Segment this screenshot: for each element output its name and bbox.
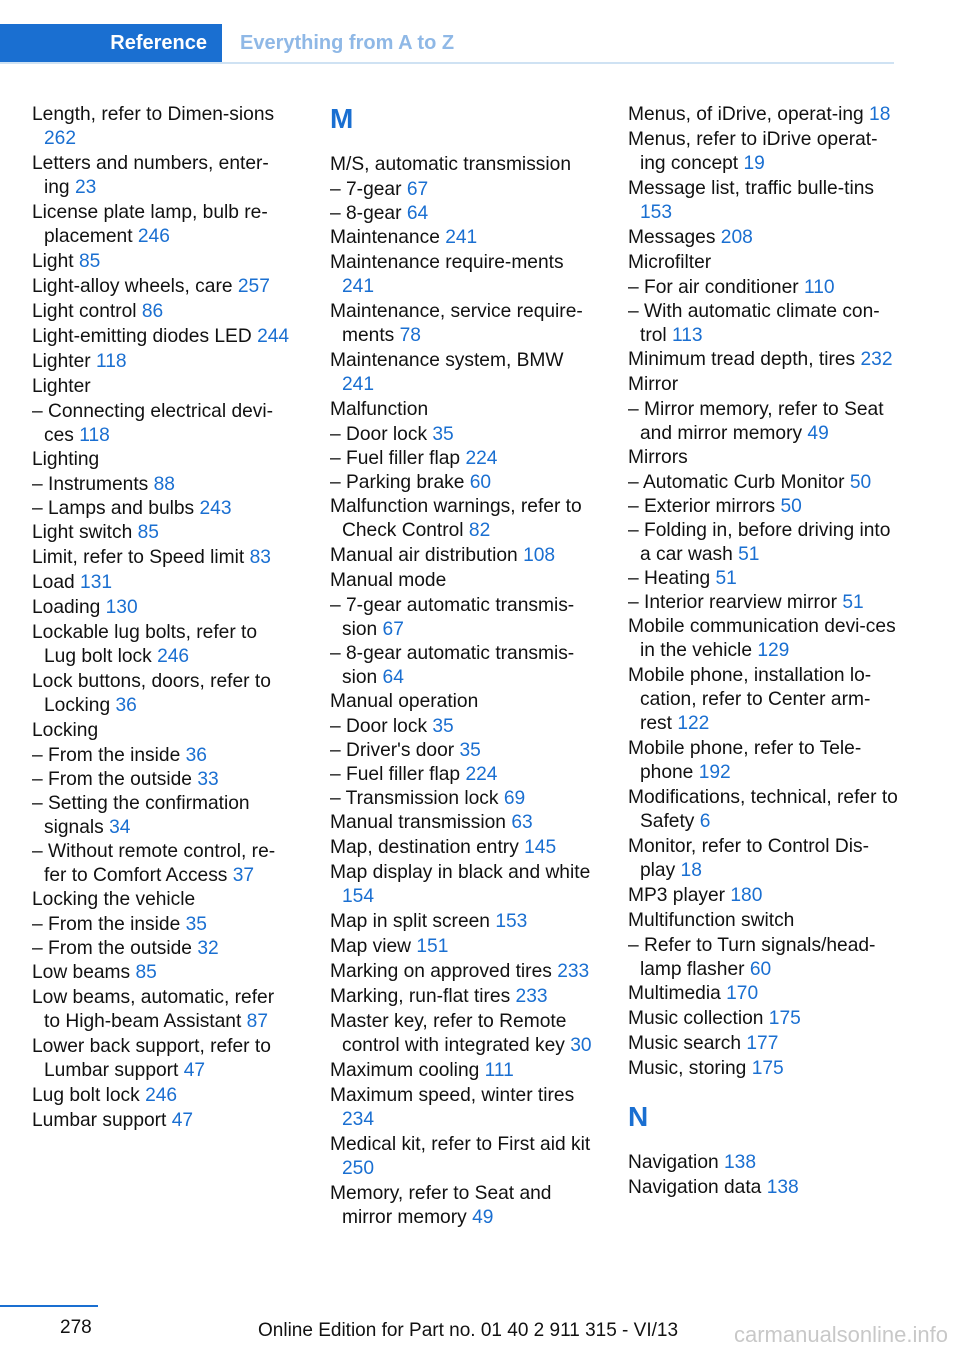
page-reference-link[interactable]: 208 [720,227,753,248]
index-entry [32,275,294,299]
index-entry-text: Mobile communication devi‐ces in the vehicle [628,616,896,661]
index-entry [32,719,294,743]
index-entry-text: Mirrors [628,447,688,468]
page-reference-link[interactable]: 246 [137,226,170,247]
page-reference-link[interactable]: 145 [524,837,557,858]
index-entry [330,569,600,593]
page-reference-link[interactable]: 23 [74,177,97,198]
index-entry-text: Music, storing [628,1058,747,1079]
index-subentry [628,519,900,567]
index-entry-text: Navigation [628,1152,719,1173]
index-entry [628,348,900,372]
index-letter-heading: N [628,1101,649,1132]
index-entry [628,373,900,397]
index-subentry [628,567,900,591]
index-entry-text: Modifications, technical, refer to Safety [628,787,898,832]
index-entry-text: Lumbar support [32,1110,167,1131]
index-entry-text: – 7-gear automatic transmis‐sion [330,595,575,640]
watermark: carmanualsonline.info [733,1322,948,1347]
index-entry-text: Locking [32,720,99,741]
index-entry [330,349,600,397]
index-entry [628,103,900,127]
page-reference-link[interactable]: 85 [78,251,101,272]
index-entry [32,1109,294,1133]
index-entry-text: Length, refer to Dimen‐sions [32,104,275,125]
index-entry-text: Mobile phone, installation lo‐cation, refer to Center arm‐rest [628,665,872,734]
index-column-3 [628,103,900,1201]
index-entry-text: Lighter [32,351,91,372]
index-entry [32,103,294,151]
index-column-2 [330,103,600,1231]
index-entry [628,786,900,834]
index-entry-text: Microfilter [628,252,712,273]
index-entry-text: Limit, refer to Speed limit [32,547,245,568]
index-entry-text: Light control [32,301,137,322]
index-entry-text: Lower back support, refer to Lumbar support [32,1036,271,1081]
index-subentry [32,768,294,792]
index-entry [628,982,900,1006]
index-entry-text: Malfunction warnings, refer to Check Control [330,496,582,541]
index-entry-text: – With automatic climate con‐trol [628,301,880,346]
index-entry-text: Loading [32,597,101,618]
index-entry [32,596,294,620]
index-entry-text: Map display in black and white [330,862,591,883]
index-entry-text: – Interior rearview mirror [628,592,837,613]
tab-reference[interactable]: Reference [0,24,222,62]
page-reference-link[interactable]: 34 [109,817,131,838]
page-reference-link[interactable]: 180 [730,885,763,906]
page-reference-link[interactable]: 64 [382,667,404,688]
index-entry [32,986,294,1034]
page-reference-link[interactable]: 85 [137,522,159,543]
index-entry-text: Mirror [628,374,679,395]
page-reference-link[interactable]: 78 [399,325,421,346]
index-entry-text: – Parking brake [330,472,465,493]
index-entry-text: Multifunction switch [628,910,795,931]
index-entry-text: Music collection [628,1008,764,1029]
page-reference-link[interactable]: 36 [185,745,207,766]
index-entry-text: Light switch [32,522,133,543]
index-entry [32,621,294,669]
index-entry [628,226,900,250]
index-entry [330,985,600,1009]
edition-footer: Online Edition for Part no. 01 40 2 911 315 - VI/13 [258,1320,679,1341]
index-entry-text: Low beams [32,962,131,983]
page-reference-link[interactable]: 110 [803,277,835,298]
page-reference-link[interactable]: 131 [80,572,113,593]
index-entry [330,226,600,250]
index-entry [628,835,900,883]
page-reference-link[interactable]: 232 [860,349,893,370]
index-entry [330,935,600,959]
index-entry-text: Lockable lug bolts, refer to Lug bolt lock [32,622,258,667]
page-reference-link[interactable]: 82 [468,520,491,541]
page-reference-link[interactable]: 88 [153,474,175,495]
page-reference-link[interactable]: 170 [726,983,759,1004]
index-entry [330,910,600,934]
index-subentry [330,763,600,787]
index-entry-text: – Without remote control, re‐fer to Comfort Access [32,841,276,886]
index-entry-text: Marking, run-flat tires [330,986,511,1007]
index-subentry [32,937,294,961]
index-entry-text: Maintenance require‐ments [330,252,564,273]
page-number: 278 [60,1317,92,1338]
index-entry-text: Map, destination entry [330,837,519,858]
page-reference-link[interactable]: 153 [495,911,528,932]
page-reference-link[interactable]: 151 [416,936,449,957]
index-entry-text: Locking the vehicle [32,889,196,910]
index-entry-text: Manual operation [330,691,479,712]
index-entry [330,690,600,714]
index-entry [32,571,294,595]
page-reference-link[interactable]: 69 [503,788,526,809]
page-reference-link[interactable]: 47 [183,1060,206,1081]
page-reference-link[interactable]: 241 [445,227,478,248]
page-reference-link[interactable]: 257 [237,276,270,297]
index-entry [32,350,294,374]
index-subentry [32,497,294,521]
index-entry [330,960,600,984]
index-entry-text: – 8-gear [330,203,402,224]
page-reference-link[interactable]: 177 [746,1033,779,1054]
index-subentry [330,739,600,763]
index-entry-text: – Transmission lock [330,788,499,809]
index-entry [628,615,900,663]
index-entry [330,1084,600,1132]
page-reference-link[interactable]: 129 [757,640,790,661]
page-reference-link[interactable]: 18 [869,104,891,125]
index-entry-text: – From the inside [32,914,181,935]
page-reference-link[interactable]: 60 [749,959,772,980]
index-entry [628,1151,900,1175]
index-subentry [628,471,900,495]
index-entry [330,251,600,299]
index-column-1 [32,103,294,1134]
page-reference-link[interactable]: 51 [715,568,737,589]
page-reference-link[interactable]: 32 [197,938,219,959]
index-subentry [32,840,294,888]
index-entry-text: M/S, automatic transmission [330,154,571,175]
page-reference-link[interactable]: 175 [768,1008,801,1029]
page-reference-link[interactable]: 118 [96,351,127,372]
index-entry [628,1057,900,1081]
index-entry [32,1035,294,1083]
page-reference-link[interactable]: 18 [680,860,702,881]
page-reference-link[interactable]: 6 [699,811,711,832]
page-reference-link[interactable]: 49 [472,1207,494,1228]
index-subentry [628,300,900,348]
page-reference-link[interactable]: 154 [342,886,375,907]
page-reference-link[interactable]: 83 [249,547,271,568]
index-entry [330,153,600,177]
page-reference-link[interactable]: 50 [849,472,872,493]
index-entry-text: – Lamps and bulbs [32,498,195,519]
index-entry-text: Lug bolt lock [32,1085,140,1106]
index-entry-text: – Driver's door [330,740,455,761]
index-subentry [330,447,600,471]
page-reference-link[interactable]: 60 [469,472,492,493]
index-entry-text: – From the outside [32,938,192,959]
page-reference-link[interactable]: 35 [185,914,207,935]
index-entry [32,201,294,249]
index-entry [628,1007,900,1031]
index-entry-text: MP3 player [628,885,726,906]
index-entry [628,737,900,785]
index-entry [628,909,900,933]
page-reference-link[interactable]: 35 [432,716,454,737]
index-subentry [330,715,600,739]
index-entry-text: – Fuel filler flap [330,764,461,785]
page-reference-link[interactable]: 50 [780,496,802,517]
page-reference-link[interactable]: 244 [257,326,290,347]
index-entry-text: Manual air distribution [330,545,518,566]
page-reference-link[interactable]: 224 [465,764,498,785]
index-entry-text: – 7-gear [330,179,402,200]
index-subentry [330,423,600,447]
index-entry [628,177,900,225]
index-entry [32,152,294,200]
index-entry [32,546,294,570]
tab-section-title[interactable]: Everything from A to Z [240,31,455,54]
index-subentry [32,913,294,937]
page-reference-link[interactable]: 246 [145,1085,178,1106]
index-entry [32,250,294,274]
index-entry-text: – Connecting electrical devi‐ces [32,401,274,446]
index-entry-text: – Mirror memory, refer to Seat and mirror memory [628,399,884,444]
index-entry-text: Lock buttons, doors, refer to Locking [32,671,271,716]
page-number-rule [0,1305,98,1307]
page-reference-link[interactable]: 192 [698,762,731,783]
index-entry [628,884,900,908]
index-entry-text: Menus, refer to iDrive operat‐ing concept [628,129,878,174]
page-reference-link[interactable]: 250 [342,1158,375,1179]
index-entry-text: – Folding in, before driving into a car wash [628,520,891,565]
index-entry [32,888,294,912]
page-reference-link[interactable]: 138 [766,1177,799,1198]
index-entry-text: Music search [628,1033,742,1054]
index-entry [330,811,600,835]
index-entry [628,251,900,275]
index-entry [628,1176,900,1200]
page-header [0,24,894,64]
index-entry-text: Memory, refer to Seat and mirror memory [330,1183,552,1228]
index-entry [32,300,294,324]
page-reference-link[interactable]: 49 [807,423,829,444]
index-entry-text: – Fuel filler flap [330,448,461,469]
index-entry-text: – Instruments [32,474,149,495]
index-entry [32,961,294,985]
index-entry-text: Lighting [32,449,100,470]
index-subentry [330,787,600,811]
index-entry-text: Lighter [32,376,91,397]
index-entry-text: Maintenance system, BMW [330,350,564,371]
index-entry-text: Multimedia [628,983,721,1004]
index-entry-text: Map view [330,936,412,957]
index-entry-text: – Door lock [330,424,428,445]
index-entry-text: Mobile phone, refer to Tele‐phone [628,738,862,783]
page-reference-link[interactable]: 35 [432,424,454,445]
index-entry [32,448,294,472]
index-subentry [628,591,900,615]
page-reference-link[interactable]: 262 [44,128,77,149]
page-reference-link[interactable]: 130 [105,597,138,618]
index-entry-text: Load [32,572,75,593]
index-entry-text: – 8-gear automatic transmis‐sion [330,643,575,688]
index-subentry [628,934,900,982]
page-reference-link[interactable]: 37 [232,865,255,886]
page-reference-link[interactable]: 241 [342,276,375,297]
page-reference-link[interactable]: 36 [115,695,137,716]
index-subentry [628,495,900,519]
index-entry [330,1133,600,1181]
index-subentry [330,471,600,495]
page-reference-link[interactable]: 138 [724,1152,757,1173]
index-entry-text: Message list, traffic bulle‐tins [628,178,874,199]
page-reference-link[interactable]: 85 [135,962,157,983]
index-entry-text: Navigation data [628,1177,762,1198]
page-reference-link[interactable]: 51 [842,592,864,613]
index-entry [330,495,600,543]
index-entry [330,300,600,348]
page-reference-link[interactable]: 224 [465,448,498,469]
index-entry-text: Map in split screen [330,911,490,932]
index-entry-text: Letters and numbers, enter‐ing [32,153,269,198]
index-entry-text: Menus, of iDrive, operat‐ing [628,104,864,125]
page-reference-link[interactable]: 113 [672,325,703,346]
index-subentry [330,178,600,202]
index-entry-text: Light-emitting diodes LED [32,326,252,347]
page-reference-link[interactable]: 122 [677,713,710,734]
index-entry-text: Low beams, automatic, refer to High-beam Assistant [32,987,275,1032]
page-reference-link[interactable]: 67 [382,619,404,640]
index-entry [330,861,600,909]
index-entry-text: – Refer to Turn signals/head‐lamp flasher [628,935,876,980]
page-reference-link[interactable]: 246 [157,646,190,667]
index-entry-text: Maintenance, service require‐ments [330,301,583,346]
index-entry [330,398,600,422]
page-reference-link[interactable]: 241 [342,374,375,395]
page-reference-link[interactable]: 108 [523,545,556,566]
index-subentry [330,202,600,226]
page-reference-link[interactable]: 233 [515,986,548,1007]
index-entry-text: – From the outside [32,769,192,790]
index-letter-heading: M [330,103,354,134]
index-entry-text: Messages [628,227,716,248]
page-reference-link[interactable]: 19 [743,153,765,174]
index-entry [32,521,294,545]
index-entry-text: Maximum cooling [330,1060,480,1081]
index-entry [628,664,900,736]
page-reference-link[interactable]: 30 [570,1035,592,1056]
page-reference-link[interactable]: 47 [171,1110,194,1131]
index-entry-text: – From the inside [32,745,181,766]
page-reference-link[interactable]: 87 [246,1011,268,1032]
page-reference-link[interactable]: 67 [406,179,429,200]
index-entry [330,1010,600,1058]
index-subentry [628,398,900,446]
index-entry [32,325,294,349]
page-reference-link[interactable]: 175 [751,1058,784,1079]
page-reference-link[interactable]: 243 [199,498,232,519]
index-entry-text: License plate lamp, bulb re‐placement [32,202,268,247]
page-reference-link[interactable]: 33 [197,769,219,790]
page-reference-link[interactable]: 111 [484,1060,514,1081]
page-reference-link[interactable]: 51 [738,544,760,565]
index-entry-text: – Heating [628,568,711,589]
index-entry [32,1084,294,1108]
index-entry-text: – For air conditioner [628,277,799,298]
index-entry [32,670,294,718]
index-entry-text: Medical kit, refer to First aid kit [330,1134,591,1155]
page-reference-link[interactable]: 234 [342,1109,375,1130]
index-entry-text: Master key, refer to Remote control with integrated key [330,1011,567,1056]
index-entry-text: Monitor, refer to Control Dis‐play [628,836,869,881]
index-entry [330,544,600,568]
index-entry-text: – Setting the confirmation signals [32,793,250,838]
page-reference-link[interactable]: 86 [141,301,164,322]
index-entry [330,1182,600,1230]
page-reference-link[interactable]: 233 [557,961,590,982]
index-entry [32,375,294,399]
page-reference-link[interactable]: 118 [79,425,110,446]
index-entry [628,446,900,470]
page-reference-link[interactable]: 35 [459,740,481,761]
index-subentry [32,473,294,497]
index-entry-text: Maximum speed, winter tires [330,1085,575,1106]
index-entry-text: – Automatic Curb Monitor [628,472,845,493]
index-entry-text: Manual mode [330,570,447,591]
index-entry [628,128,900,176]
page-reference-link[interactable]: 63 [511,812,533,833]
index-entry [330,1059,600,1083]
index-subentry [32,744,294,768]
index-entry-text: Minimum tread depth, tires [628,349,856,370]
index-entry-text: – Door lock [330,716,428,737]
index-entry-text: Manual transmission [330,812,506,833]
page-reference-link[interactable]: 153 [640,202,673,223]
index-subentry [32,792,294,840]
index-entry [628,1032,900,1056]
index-entry-text: Light [32,251,74,272]
index-entry-text: Malfunction [330,399,429,420]
index-entry-text: Maintenance [330,227,440,248]
page-reference-link[interactable]: 64 [406,203,429,224]
index-entry-text: Marking on approved tires [330,961,552,982]
index-entry-text: Light-alloy wheels, care [32,276,233,297]
index-entry-text: – Exterior mirrors [628,496,776,517]
index-entry [330,836,600,860]
index-subentry [330,642,600,690]
index-subentry [628,276,900,300]
index-subentry [32,400,294,448]
index-subentry [330,594,600,642]
